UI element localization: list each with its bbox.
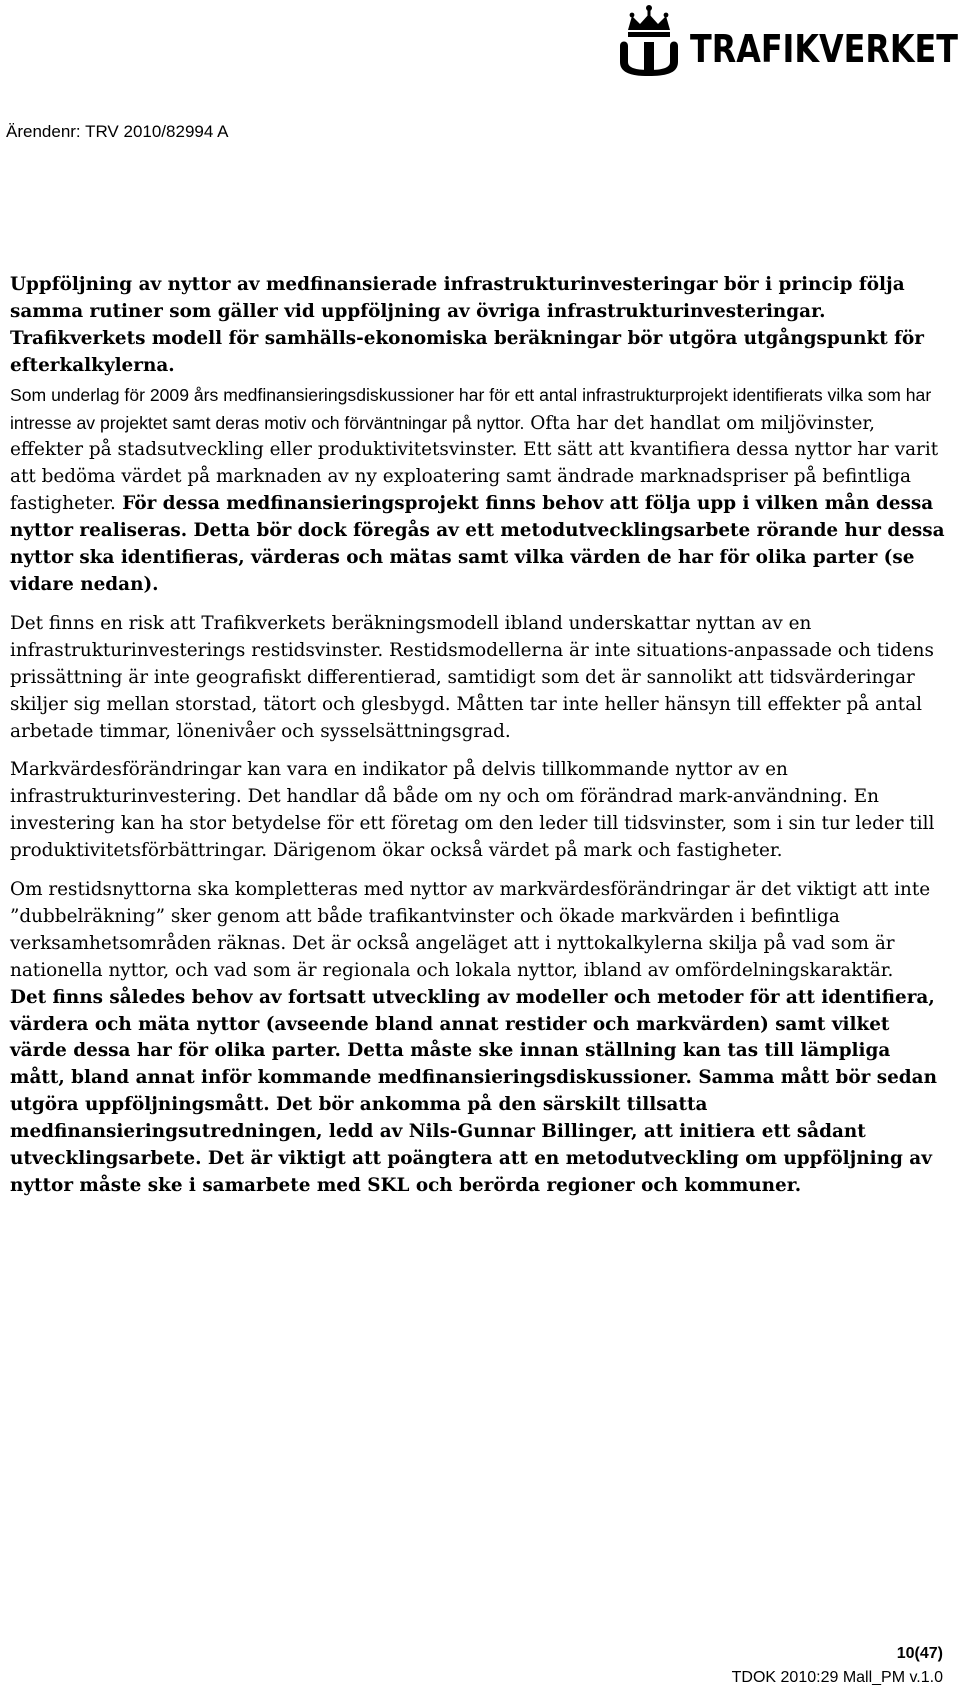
paragraph-underlag-sentence2: Ofta har det handlat om miljövinster, effekter på stadsutveckling eller produktivitetsvinster. Ett sätt att kvantifiera dessa nyttor har varit att bedöma värdet på marknaden av ny exploatering samt ändrade marknadspriser på befintliga fastigheter. xyxy=(10,412,939,515)
document-body xyxy=(10,272,950,1200)
paragraph-conclusion-bold: Det finns således behov av fortsatt utveckling av modeller och metoder för att identifiera, värdera och mäta nyttor (avseende bland annat restider och markvärden) samt vilket värde dessa har för olika parter. Detta måste ske innan ställning kan tas till lämpliga mått, bland annat inför kommande medfinansieringsdiskussioner. Samma mått bör sedan utgöra uppföljningsmått. Det bör ankomma på den särskilt tillsatta medfinansieringsutredningen, ledd av Nils-Gunnar Billinger, att initiera ett sådant utvecklingsarbete. Det är viktigt att poängtera att en metodutveckling om uppföljning av nyttor måste ske i samarbete med SKL och berörda regioner och kommuner. xyxy=(10,986,937,1196)
case-number: Ärendenr: TRV 2010/82994 A xyxy=(6,122,229,141)
paragraph-restidsnyttor: Om restidsnyttorna ska kompletteras med nyttor av markvärdesförändringar är det viktigt att inte ”dubbelräkning” sker genom att både trafikantvinster och ökade markvärden i befintliga verksamhetsområden räknas. Det är också angeläget att i nyttokalkylerna skilja på vad som är nationella nyttor, och vad som är regionala och lokala nyttor, ibland av omfördelningskaraktär. xyxy=(10,879,931,981)
paragraph-underlag-bold: För dessa medfinansieringsprojekt finns behov att följa upp i vilken mån dessa nyttor realiseras. Detta bör dock föregås av ett metodutvecklingsarbete rörande hur dessa nyttor ska identifieras, värderas och mätas samt vilka värden de har för olika parter (se vidare nedan). xyxy=(10,493,945,595)
paragraph-markvarde: Markvärdesförändringar kan vara en indikator på delvis tillkommande nyttor av en infrastrukturinvestering. Det handlar då både om ny och om förändrad mark-användning. En investering kan ha stor betydelse för ett företag om den leder till tidsvinster, som i sin tur leder till produktivitetsförbättringar. Därigenom ökar också värdet på mark och fastigheter. xyxy=(10,759,935,862)
logo-text: TRAFIKVERKET xyxy=(690,27,959,71)
trafikverket-logo xyxy=(614,2,960,76)
paragraph-underlag-sentence1: Som underlag för 2009 års medfinansieringsdiskussioner har för ett antal infrastrukturprojekt identifierats vilka som har intresse av projektet samt deras motiv och förväntningar på nyttor. xyxy=(10,384,932,433)
paragraph-intro-bold: Uppföljning av nyttor av medfinansierade infrastrukturinvesteringar bör i princip följa samma rutiner som gäller vid uppföljning av övriga infrastrukturinvesteringar. Trafikverkets modell för samhälls-ekonomiska beräkningar bör utgöra utgångspunkt för efterkalkylerna. xyxy=(10,274,924,376)
paragraph-risk: Det finns en risk att Trafikverkets beräkningsmodell ibland underskattar nyttan av en infrastrukturinvesterings restidsvinster. Restidsmodellerna är inte situations-anpassade och tidens prissättning är inte geografiskt differentierad, samtidigt som det är sannolikt att tidsvärderingar skiljer sig mellan storstad, tätort och glesbygd. Måtten tar inte heller hänsyn till effekter på antal arbetade timmar, lönenivåer och sysselsättningsgrad. xyxy=(10,612,934,742)
page-footer xyxy=(732,1642,943,1690)
crown-emblem-icon xyxy=(614,2,960,76)
page-number: 10(47) xyxy=(896,1645,943,1662)
paragraph-underlag xyxy=(10,382,950,599)
template-id: TDOK 2010:29 Mall_PM v.1.0 xyxy=(731,1669,943,1686)
